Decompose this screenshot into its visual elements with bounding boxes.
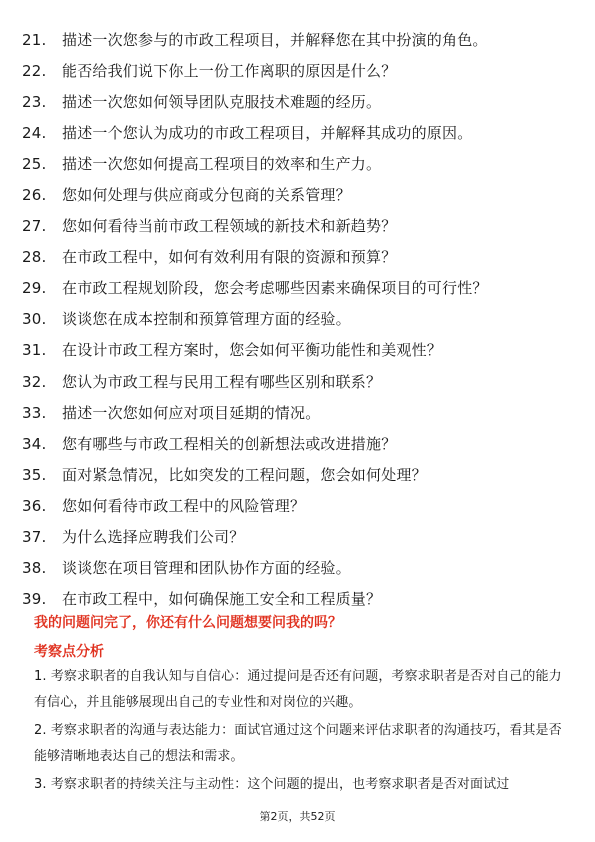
question-text: 面对紧急情况，比如突发的工程问题，您会如何处理？ <box>62 465 427 484</box>
question-item <box>22 211 582 242</box>
question-item <box>22 428 582 459</box>
question-item <box>22 117 582 148</box>
question-text: 在市政工程中，如何确保施工安全和工程质量？ <box>62 590 382 609</box>
question-text: 描述一次您如何提高工程项目的效率和生产力。 <box>62 154 382 173</box>
question-number: 33. <box>22 403 47 422</box>
analysis-heading: 考察点分析 <box>34 644 104 660</box>
question-number: 28. <box>22 248 47 267</box>
question-item <box>22 148 582 179</box>
question-number: 23. <box>22 92 47 111</box>
question-text: 您如何看待市政工程中的风险管理？ <box>62 496 306 515</box>
analysis-paragraph: 1. 考察求职者的自我认知与自信心：通过提问是否还有问题，考察求职者是否对自己的能力有信心，并且能够展现出自己的专业性和对岗位的兴趣。 <box>34 669 562 710</box>
question-text: 描述一次您参与的市政工程项目，并解释您在其中扮演的角色。 <box>62 30 488 49</box>
question-text: 您如何看待当前市政工程领域的新技术和新趋势？ <box>62 217 397 236</box>
question-number: 27. <box>22 217 47 236</box>
question-number: 26. <box>22 186 47 205</box>
question-number: 32. <box>22 372 47 391</box>
question-text: 您认为市政工程与民用工程有哪些区别和联系？ <box>62 372 382 391</box>
analysis-paragraph: 3. 考察求职者的持续关注与主动性：这个问题的提出，也考察求职者是否对面试过 <box>34 777 510 792</box>
question-number: 29. <box>22 279 47 298</box>
question-text: 谈谈您在项目管理和团队协作方面的经验。 <box>62 559 351 578</box>
question-list <box>22 24 582 615</box>
question-item <box>22 459 582 490</box>
question-text: 谈谈您在成本控制和预算管理方面的经验。 <box>62 310 351 329</box>
question-text: 描述一次您如何领导团队克服技术难题的经历。 <box>62 92 382 111</box>
question-item <box>22 55 582 86</box>
question-number: 21. <box>22 30 47 49</box>
question-number: 36. <box>22 496 47 515</box>
analysis-paragraph: 2. 考察求职者的沟通与表达能力：面试官通过这个问题来评估求职者的沟通技巧，看其是否能够清晰地表达自己的想法和需求。 <box>34 723 562 764</box>
question-number: 24. <box>22 123 47 142</box>
question-number: 35. <box>22 465 47 484</box>
question-number: 39. <box>22 590 47 609</box>
question-text: 在设计市政工程方案时，您会如何平衡功能性和美观性？ <box>62 341 443 360</box>
question-item <box>22 304 582 335</box>
question-number: 37. <box>22 528 47 547</box>
question-item <box>22 397 582 428</box>
page-number-footer: 第2页，共52页 <box>259 810 336 823</box>
question-item <box>22 490 582 521</box>
question-number: 34. <box>22 434 47 453</box>
question-item <box>22 179 582 210</box>
question-number: 25. <box>22 154 47 173</box>
closing-question-title: 我的问题问完了，你还有什么问题想要问我的吗？ <box>34 615 342 631</box>
question-text: 在市政工程中，如何有效利用有限的资源和预算？ <box>62 248 397 267</box>
question-number: 30. <box>22 310 47 329</box>
question-item <box>22 273 582 304</box>
question-item <box>22 335 582 366</box>
question-item <box>22 584 582 615</box>
question-number: 31. <box>22 341 47 360</box>
question-number: 22. <box>22 61 47 80</box>
question-number: 38. <box>22 559 47 578</box>
question-text: 为什么选择应聘我们公司？ <box>62 528 245 547</box>
question-item <box>22 242 582 273</box>
question-item <box>22 24 582 55</box>
question-text: 描述一次您如何应对项目延期的情况。 <box>62 403 321 422</box>
question-item <box>22 553 582 584</box>
question-text: 描述一个您认为成功的市政工程项目，并解释其成功的原因。 <box>62 123 473 142</box>
question-text: 您如何处理与供应商或分包商的关系管理？ <box>62 186 351 205</box>
question-text: 在市政工程规划阶段，您会考虑哪些因素来确保项目的可行性？ <box>62 279 488 298</box>
question-item <box>22 522 582 553</box>
question-item <box>22 86 582 117</box>
question-text: 能否给我们说下你上一份工作离职的原因是什么？ <box>62 61 397 80</box>
analysis-section <box>34 664 564 800</box>
question-text: 您有哪些与市政工程相关的创新想法或改进措施？ <box>62 434 397 453</box>
question-item <box>22 366 582 397</box>
